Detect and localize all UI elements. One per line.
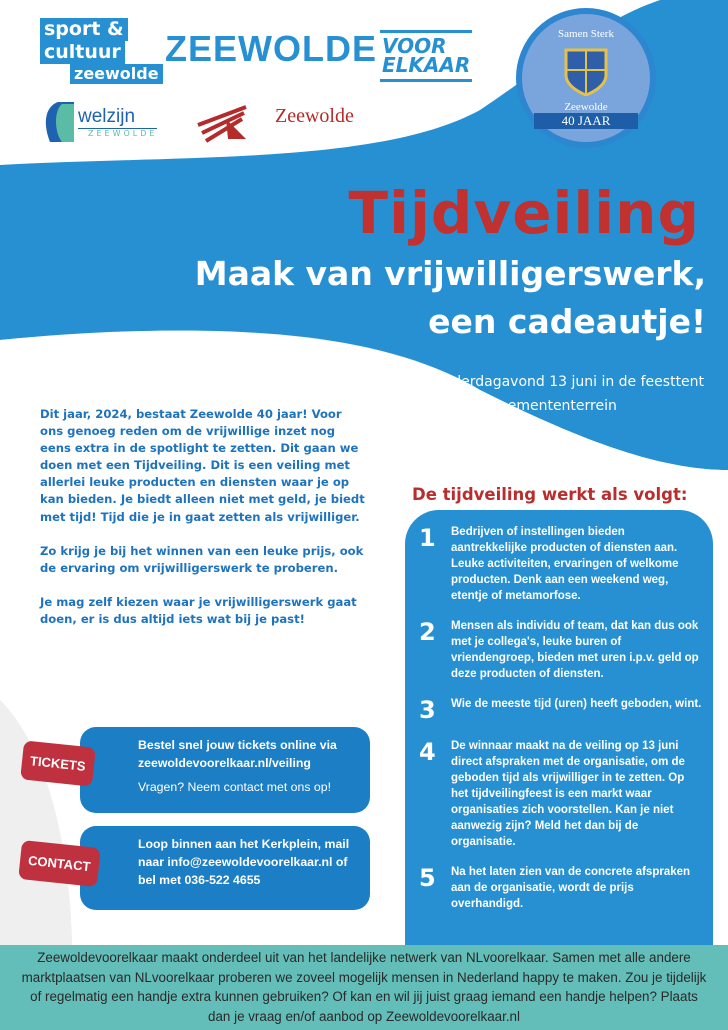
step-number: 2	[419, 618, 436, 646]
logo-text: welzijn	[78, 106, 136, 127]
step-number: 4	[419, 738, 436, 766]
intro-paragraph: Dit jaar, 2024, bestaat Zeewolde 40 jaar! Voor ons genoeg reden om de vrijwillige inzet nog eens extra in de spotlight te zetten. Dit gaan we doen met een Tijdveiling. Dit is een veiling met allerlei leuke producten en diensten waar je op kan bieden. Je biedt alleen niet met geld, je biedt met tijd! Tijd die je in gaat zetten als vrijwilliger.	[40, 407, 365, 524]
tickets-text[interactable]: Bestel snel jouw tickets online via zeewoldevoorelkaar.nl/veiling	[138, 738, 337, 770]
subtitle-line: Maak van vrijwilligerswerk,	[194, 254, 706, 293]
logo-text: zeewolde	[70, 64, 163, 84]
logo-text: VOOR	[382, 34, 447, 58]
seal-text: Samen Sterk	[558, 28, 614, 40]
zeewolde-logo: ZEEWOLDE	[165, 28, 377, 69]
contact-text[interactable]: Loop binnen aan het Kerkplein, mail naar info@zeewoldevoorelkaar.nl of bel met 036-522 4655	[138, 837, 350, 887]
step-text: De winnaar maakt na de veiling op 13 juni direct afspraken met de organisatie, om de geboden tijd als vrijwilliger in te zetten. Op het tijdveilingfeest is een markt waar organisaties zich voorstellen. Kan je niet aanwezig zijn? Meld het dan bij de organisatie.	[451, 740, 685, 848]
contact-card	[80, 826, 370, 910]
contact-badge: CONTACT	[18, 840, 100, 887]
tickets-card	[80, 727, 370, 813]
subtitle	[195, 250, 706, 346]
steps-heading: De tijdveiling werkt als volgt:	[412, 485, 688, 504]
steps-panel	[405, 510, 713, 945]
step-number: 1	[419, 524, 436, 552]
event-date: Donderdagavond 13 juni in de feesttent op het evenemententerrein	[424, 374, 705, 414]
step-number: 3	[419, 696, 436, 724]
welzijn-logo	[42, 102, 157, 142]
step-number: 5	[419, 864, 436, 892]
logo-text: cultuur	[40, 41, 125, 64]
step-item	[419, 524, 703, 604]
logo-text: ZEEWOLDE	[78, 128, 157, 138]
sport-cultuur-logo	[40, 18, 163, 84]
subtitle-line: een cadeautje!	[428, 302, 706, 341]
intro-paragraph: Zo krijg je bij het winnen van een leuke prijs, ook de ervaring om vrijwilligerswerk te proberen.	[40, 543, 364, 575]
step-item	[419, 738, 703, 850]
40-jaar-seal	[516, 8, 656, 148]
face-icon	[42, 102, 74, 142]
step-text: Mensen als individu of team, dat kan dus ook met je collega's, leuke buren of vriendengroep, bieden met uren i.p.v. geld op deze producten of diensten.	[451, 620, 699, 680]
step-item	[419, 864, 703, 912]
logo-text: ELKAAR	[382, 53, 471, 77]
step-item	[419, 696, 703, 724]
step-text: Bedrijven of instellingen bieden aantrekkelijke producten of diensten aan. Leuke activiteiten, ervaringen of welkome producten. Denk aan een weekend weg, etentje of metamorfose.	[451, 526, 679, 602]
tickets-badge: TICKETS	[20, 740, 95, 786]
seal-text: Zeewolde	[564, 101, 608, 113]
contact-prompt: Vragen? Neem contact met ons op!	[138, 780, 331, 794]
intro-text	[40, 406, 365, 645]
gemeente-emblem-icon	[196, 105, 250, 143]
logo-text: sport &	[40, 18, 128, 41]
coat-of-arms-icon	[561, 40, 611, 96]
footer: Zeewoldevoorelkaar maakt onderdeel uit van het landelijke netwerk van NLvoorelkaar. Samen met alle andere marktplaatsen van NLvoorelkaar proberen we zoveel mogelijk mensen in Nederland happy te maken. Zou je tijdelijk of regelmatig een handje extra kunnen gebruiken? Of kan en wil jij juist graag iemand een handje helpen? Plaats dan je vraag en/of aanbod op Zeewoldevoorelkaar.nl	[0, 945, 728, 1030]
gemeente-zeewolde-logo: Zeewolde	[275, 105, 354, 127]
step-text: Wie de meeste tijd (uren) heeft geboden, wint.	[451, 698, 702, 710]
step-text: Na het laten zien van de concrete afspraken aan de organisatie, wordt de prijs overhandigd.	[451, 866, 691, 910]
page-title: Tijdveiling	[348, 179, 700, 247]
step-item	[419, 618, 703, 682]
seal-text: 40 JAAR	[534, 113, 638, 129]
intro-paragraph: Je mag zelf kiezen waar je vrijwilligerswerk gaat doen, er is dus altijd iets wat bij je past!	[40, 594, 357, 626]
voor-elkaar-logo	[380, 30, 472, 82]
